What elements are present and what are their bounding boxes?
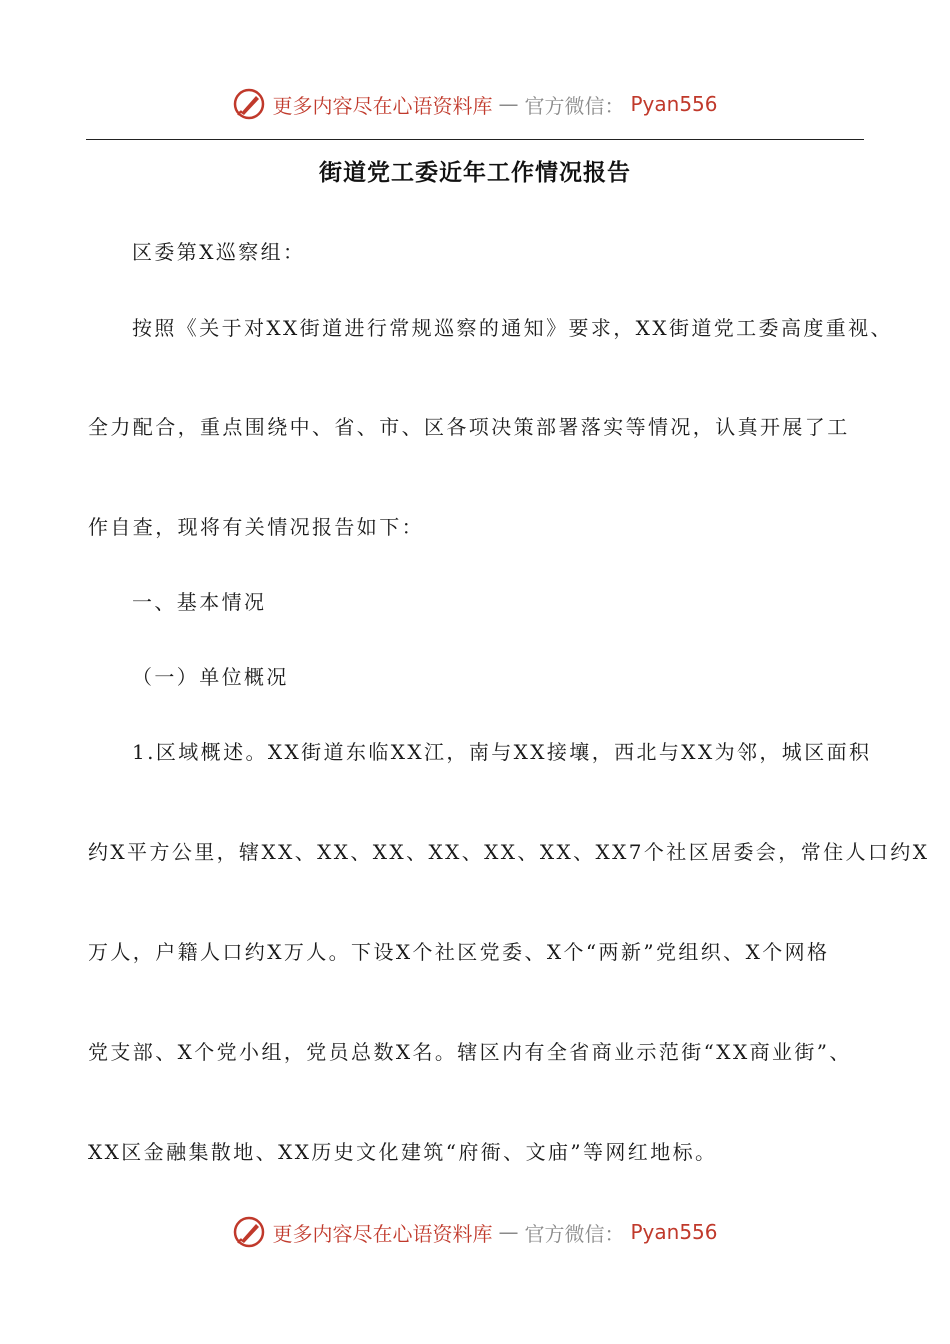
subsection-heading-1: （一）单位概况 <box>132 665 289 689</box>
body-line-3: 作自查，现将有关情况报告如下： <box>88 515 424 539</box>
watermark-site-text: 更多内容尽在心语资料库 <box>272 1221 493 1246</box>
watermark-label: 官方微信： <box>524 93 625 118</box>
header-divider <box>86 139 864 140</box>
watermark-wechat-id: Pyan556 <box>630 1220 718 1244</box>
watermark-label: 官方微信： <box>524 1221 625 1246</box>
body-line-7: 党支部、X个党小组，党员总数X名。辖区内有全省商业示范街“XX商业街”、 <box>88 1040 852 1064</box>
body-line-4: 1.区域概述。XX街道东临XX江，南与XX接壤，西北与XX为邻，城区面积 <box>132 740 872 764</box>
watermark-site-text: 更多内容尽在心语资料库 <box>272 93 493 118</box>
watermark-wechat-id: Pyan556 <box>630 92 718 116</box>
body-line-6: 万人，户籍人口约X万人。下设X个社区党委、X个“两新”党组织、X个网格 <box>88 940 830 964</box>
body-line-1: 按照《关于对XX街道进行常规巡察的通知》要求，XX街道党工委高度重视、 <box>132 316 893 340</box>
header-watermark <box>0 84 950 124</box>
document-title: 街道党工委近年工作情况报告 <box>319 160 631 186</box>
body-line-8: XX区金融集散地、XX历史文化建筑“府衙、文庙”等网红地标。 <box>88 1140 718 1164</box>
watermark-dash: — <box>498 1220 519 1244</box>
body-line-5: 约X平方公里，辖XX、XX、XX、XX、XX、XX、XX7个社区居委会，常住人口约X <box>88 840 930 864</box>
quill-pen-logo-icon <box>232 87 266 121</box>
footer-watermark <box>0 1212 950 1252</box>
watermark-dash: — <box>498 92 519 116</box>
quill-pen-logo-icon <box>232 1215 266 1249</box>
salutation-line: 区委第X巡察组： <box>132 240 306 264</box>
section-heading-1: 一、基本情况 <box>132 590 267 614</box>
body-line-2: 全力配合，重点围绕中、省、市、区各项决策部署落实等情况，认真开展了工 <box>88 415 850 439</box>
